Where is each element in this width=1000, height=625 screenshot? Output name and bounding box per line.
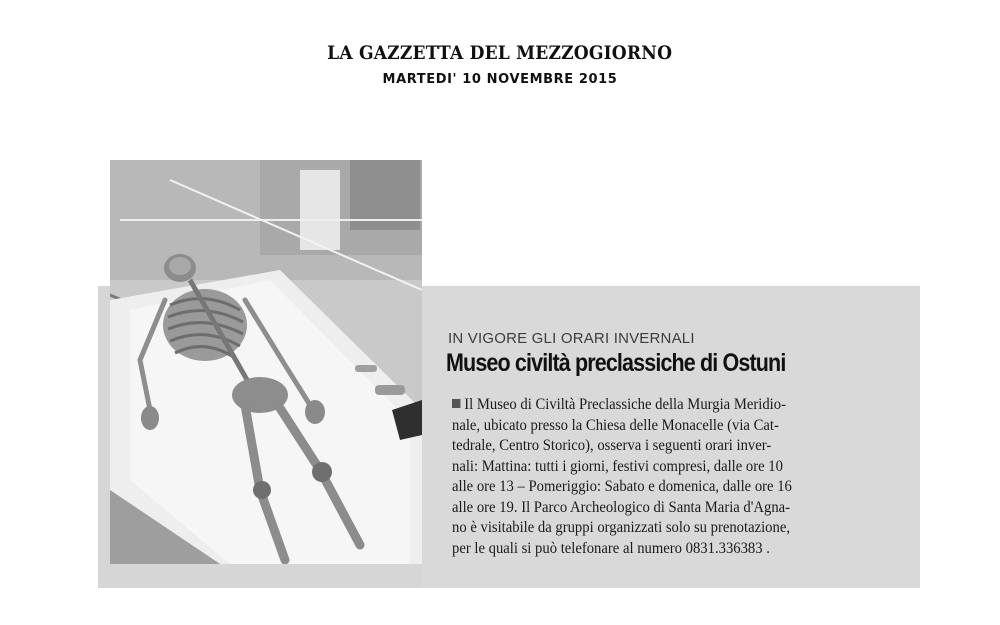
- publication-date: MARTEDI' 10 NOVEMBRE 2015: [382, 72, 618, 87]
- article-kicker: IN VIGORE GLI ORARI INVERNALI: [448, 330, 695, 347]
- newspaper-name: LA GAZZETTA DEL MEZZOGIORNO: [327, 42, 673, 64]
- skeleton-display-photo: [110, 160, 422, 564]
- article-photo: [110, 160, 422, 564]
- article-body-line: tedrale, Centro Storico), osserva i seguenti orari inver-: [452, 437, 772, 454]
- article-body-line: per le quali si può telefonare al numero 0831.336383 .: [452, 539, 770, 557]
- article-body-line: alle ore 19. Il Parco Archeologico di Santa Maria d'Agna-: [452, 498, 791, 516]
- bullet-square-icon: [452, 399, 460, 408]
- article-body-line: nali: Mattina: tutti i giorni, festivi compresi, dalle ore 10: [452, 457, 783, 475]
- article-body-line: no è visitabile da gruppi organizzati solo su prenotazione,: [452, 519, 791, 536]
- article-body: [452, 395, 914, 559]
- masthead: [0, 42, 1000, 87]
- article-body-line: nale, ubicato presso la Chiesa delle Monacelle (via Cat-: [452, 416, 779, 434]
- article-body-line: Il Museo di Civiltà Preclassiche della Murgia Meridio-: [452, 395, 886, 416]
- article-headline: Museo civiltà preclassiche di Ostuni: [446, 349, 786, 377]
- article-body-line: alle ore 13 – Pomeriggio: Sabato e domenica, dalle ore 16: [452, 478, 792, 495]
